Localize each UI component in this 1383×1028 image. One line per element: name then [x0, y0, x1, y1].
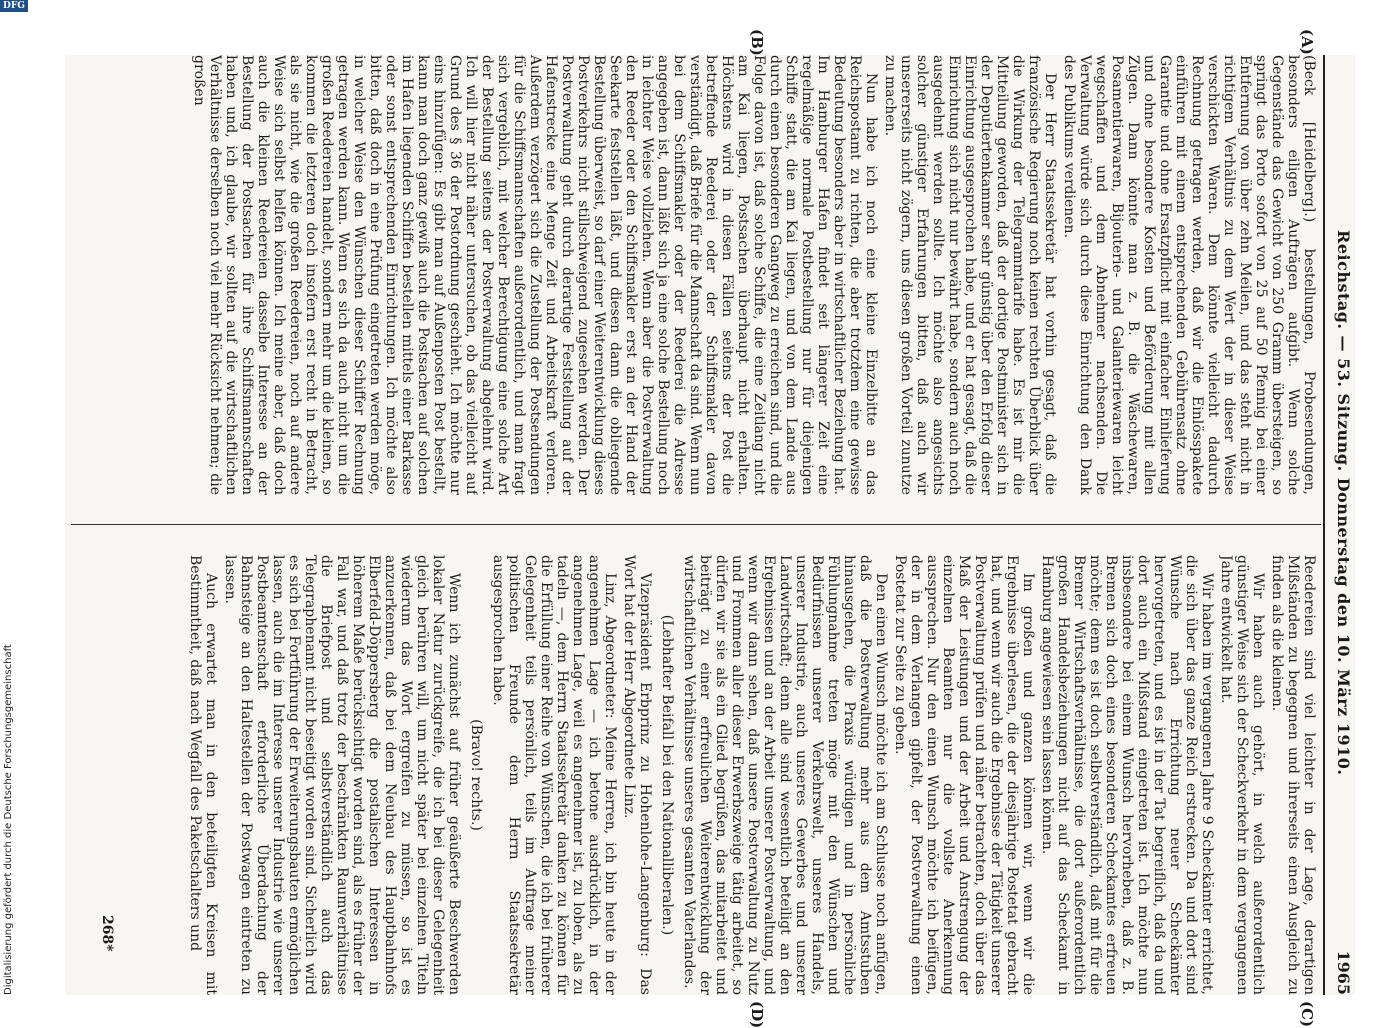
digitization-credit: Digitalisierung gefördert durch die Deutsche Forschungsgemeinschaft [3, 644, 14, 995]
margin-mark-d: (D) [748, 1001, 766, 1028]
applause-note: (Lebhafter Beifall bei den Nationalliberalen.) [659, 614, 675, 936]
paragraph: Den einen Wunsch möchte ich am Schlusse noch anfügen, daß die Postverwaltung mehr aus dem Amtsstuben hinausgehen, die Praxis würdigen und in persönliche Fühlungnahme treten möge mit den Wünschen und Bedürfnissen unserer Verkehrswelt, unseres Handels, unserer Industrie, auch unseres Gewerbes und unserer Landwirtschaft; denn alle sind wesentlich beteiligt an den Ergebnissen und an der Arbeit unserer Postverwaltung, und wenn wir dann sehen, daß unsere Postverwaltung zu Nutz und Frommen aller dieser Erwerbszweige tätig arbeitet, so dürfen wir sie als ein Glied begrüßen, das mitarbeitet und beiträgt zu einer erfreulichen Weiterentwicklung der wirtschaftlichen Verhältnisse unseres gesamten Vaterlandes. [681, 555, 889, 995]
bravo-note: (Bravo! rechts.) [468, 719, 484, 831]
paragraph: Wir haben im vergangenen Jahre 9 Scheckämter errichtet, die sich über das ganze Reich erstrecken. Da und dort sind Wünsche nach Errichtung neuer Scheckämter hervorgetreten, und es ist in der Tat begreiflich, daß da und dort auch ein Mißstand eingetreten ist. Ich möchte nun insbesondere bei einem Wunsch hervorheben, daß z. B. Bremen sich doch eines besonderen Scheckamtes erfreuen möchte; denn es ist doch selbstverständlich, daß mit für die Bremer Wirtschaftsverhältnisse, die dort außerordentlich großen Handelsbeziehungen nicht auf das Scheckamt in Hamburg angewiesen sein lassen können. [1039, 555, 1215, 995]
margin-mark-b: (B) [748, 29, 766, 56]
paragraph: Reedereien sind viel leichter in der Lage, derartigen Mißständen zu begegnen und ihrerseits einen Ausgleich zu finden als die kleinen. [1269, 555, 1317, 995]
speaker-remark: Linz, Abgeordneter: Meine Herren, ich bin heute in der angenehmen Lage — ich betone ausdrücklich, in der angenehmen Lage, weil es angenehmer ist, zu loben, als zu tadeln —, dem Herrn Staatssekretär danken zu können für die Erfüllung einer Reihe von Wünschen, die ich bei früherer Gelegenheit teils persönlich, teils im Auftrage meiner politischen Freunde dem Herrn Staatssekretär ausgesprochen habe. [490, 555, 618, 995]
paragraph: Im großen und ganzen können wir, wenn wir die Ergebnisse überlesen, die der diesjährige Postetat gebracht hat, und wenn wir auch die Ergebnisse der Tätigkeit unserer Postverwaltung prüfen und näher betrachten, doch über das Maß der Leistungen und der Arbeit und Anstrengung der einzelnen Beamten nur die vollste Anerkennung aussprechen. Nur den einen Wunsch möchte ich beifügen, der in dem Verlangen gipfelt, der Postverwaltung einen Postetat zur Seite zu geben. [892, 555, 1036, 995]
dfg-logo: DFG [0, 0, 28, 12]
dfg-credit-sidebar [0, 0, 25, 1000]
running-title: Reichstag. — 53. Sitzung. Donnerstag den 10. März 1910. [1334, 230, 1353, 776]
paragraph: (Beck [Heidelberg].) bestellungen, Probesendungen, besonders eiligen Aufträgen aufgibt. Wenn solche Gegenstände das Gewicht von 250 Gramm übersteigen, so springt das Porto sofort von 25 auf 50 Pfennig bei einer Entfernung von über zehn Meilen, und das steht nicht in richtigem Verhältnis zu dem Wert der in dieser Weise verschickten Waren. Dem könnte vielleicht dadurch Rechnung getragen werden, daß wir die Einlösspakete einführen mit einem entsprechenden Gebührensatz ohne Garantie und ohne Ersatzpflicht mit einfacher Einlieferung und ohne besondere Kosten und Beförderung mit allen Zügen. Dann könnte man z. B. die Wäschewaren, Posamentierwaren, Bijouterie- und Galanteriewaren leicht wegschaffen und dem Abnehmer nachsenden. Die Verwaltung würde sich durch diese Einrichtung den Dank des Publikums verdienen. [1061, 55, 1317, 495]
header-rule [1323, 55, 1325, 995]
column-divider [71, 524, 1321, 525]
right-text-column [137, 555, 1317, 995]
paragraph: Wenn ich zunächst auf früher geäußerte Beschwerden lokaler Natur zurückgreife, die ich bei dieser Gelegenheit gleich berühren will, um nicht später bei einzelnen Titeln wiederum das Wort ergreifen zu müssen, so ist es anzuerkennen, daß bei dem Neubau des Hauptbahnhofs Elberfeld-Döppersberg die postalischen Interessen in höherem Maße berücksichtigt worden sind, als es früher der Fall war, und daß trotz der beschränkten Raumverhältnisse die Briefpost und selbstverständlich auch das Telegraphenamt nicht beseitigt worden sind. Sicherlich wird es sich bei Fortführung der Erweiterungsbauten ermöglichen lassen, auch die im Interesse unserer Industrie wie unserer Postbeamtenschaft erforderliche Überdachung der Bahnsteige an den Haltestellen der Postwagen eintreten zu lassen. [222, 555, 462, 995]
printer-signature: 268* [99, 915, 115, 952]
paragraph: Der Herr Staatssekretär hat vorhin gesagt, daß die französische Regierung noch keinen rechten Überblick über die Wirkung der Telegrammtarife habe. Es ist mir die Mitteilung geworden, daß der dortige Postminister sich in der Deputiertenkammer sehr günstig über den Erfolg dieser Einrichtung ausgesprochen habe, und er hat gesagt, daß die Einrichtung sich nicht nur bewährt habe, sondern auch noch ausgedehnt werden sollte. Ich möchte also angesichts solcher günstiger Erfahrungen bitten, daß auch wir unsererseits nicht zögern, uns diesen großen Vorteil zunutze zu machen. [882, 55, 1058, 495]
paragraph: Auch erwartet man in den beteiligten Kreisen mit Bestimmtheit, daß nach Wegfall des Paketschalters und [187, 555, 219, 995]
paragraph: Nun habe ich noch eine kleine Einzelbitte an das Reichspostamt zu richten, die aber trotzdem eine gewisse Bedeutung besonders aber in wirtschaftlicher Beziehung hat. Im Hamburger Hafen findet seit längerer Zeit eine regelmäßige normale Postbestellung nur für diejenigen Schiffe statt, die am Kai liegen, und von dem Lande aus durch einen besonderen Gangweg zu erreichen sind, und die Folge davon ist, daß solche Schiffe, die eine Zeitlang nicht am Kai liegen, Postsachen überhaupt nicht erhalten. Höchstens wird in diesen Fällen seitens der Post die betreffende Reederei oder der Schiffsmakler davon verständigt, daß Briefe für die Mannschaft da sind. Wenn nun bei dem Schiffsmakler oder der Reederei die Adresse angegeben ist, dann läßt sich ja eine solche Bestellung noch in leichter Weise vollziehen. Wenn aber die Postverwaltung den Reeder oder den Schiffsmakler erst an der Hand der Seekarte feststellen läßt, und diesen dann die obliegende Bestellung überweist, so darf einer Weiterentwicklung dieses Postverkehrs nicht stillschweigend zugesehen werden. Der Postverwaltung geht durch derartige Feststellung auf der Hafenstrecke eine Menge Zeit und Arbeitskraft verloren. Außerdem verzögert sich die Zustellung der Postsendungen für die Schiffsmannschaften außerordentlich, und man fragt sich vergeblich, mit welcher Berechtigung eine solche Art der Bestellung seitens der Postverwaltung abgelehnt wird. Ich will hier nicht näher untersuchen, ob das vielleicht auf Grund des § 36 der Postordnung geschieht. Ich möchte nur eins hinzufügen: Es gibt man auf Außenposten Post bestellt, kann man doch ganz gewiß auch die Postsachen auf solchen im Hafen liegenden Schiffen bestellen mittels einer Barkasse oder sonst entsprechenden Einrichtungen. Ich möchte also bitten, daß doch in eine Prüfung eingetreten werden möge, in welcher Weise den Wünschen dieser Schiffer Rechnung getragen werden kann. Wenn es sich da auch nicht um die großen Reedereien handelt, sondern mehr um die kleinen, so kommen die letzteren doch insofern erst recht in Betracht, als sie nicht, wie die großen Reedereien, noch auf andere Weise sich selbst helfen können. Ich meine aber, daß doch auch die kleinen Reedereien dasselbe Interesse an der Bestellung der Postsachen für ihre Schiffsmannschaften haben und, ich glaube, wir sollten auf die wirtschaftlichen Verhältnisse derselben noch viel mehr Rücksicht nehmen; die großen [191, 55, 879, 495]
president-remark: Vizepräsident Erbprinz zu Hohenlohe-Langenburg: Das Wort hat der Herr Abgeordnete Linz. [621, 555, 653, 995]
rotated-page-content [65, 29, 1355, 1028]
page-header [1329, 55, 1351, 995]
paragraph: Wir haben auch gehört, in welch außerordentlich günstiger Weise sich der Scheckverkehr in dem vergangenen Jahre entwickelt hat. [1218, 555, 1266, 995]
scanned-page [65, 29, 1355, 1028]
left-text-column [137, 55, 1317, 495]
margin-mark-a: (A) [1298, 29, 1316, 55]
margin-mark-c: (C) [1298, 1001, 1316, 1028]
page-number: 1965 [1334, 950, 1353, 995]
